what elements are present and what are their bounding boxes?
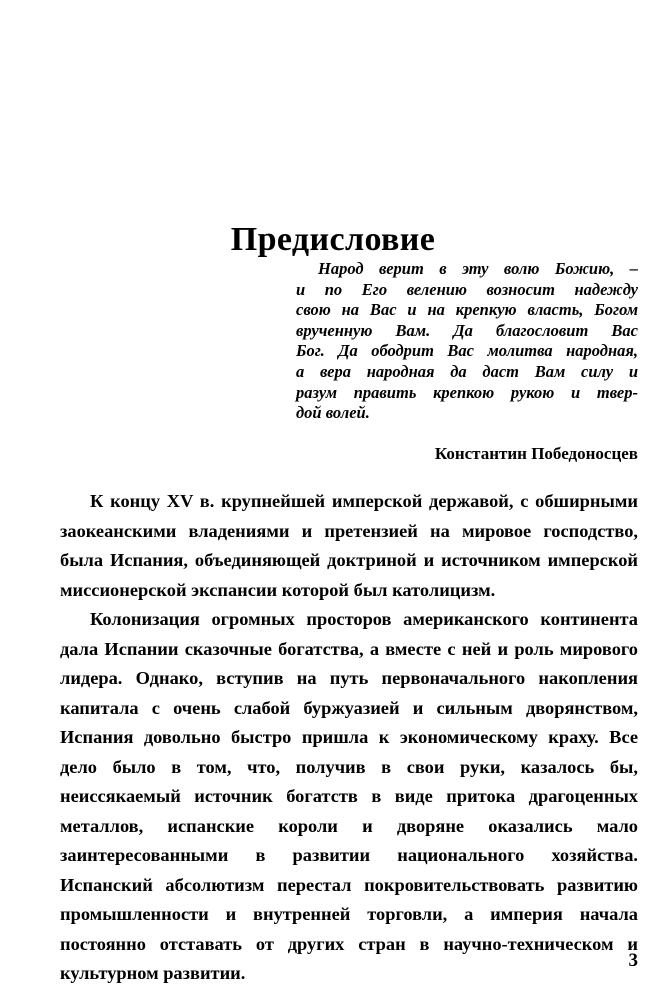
epigraph-line: свою на Вас и на крепкую власть, Богом bbox=[296, 300, 638, 320]
epigraph-line: Народ верит в эту волю Божию, – bbox=[318, 259, 638, 278]
page-number: 3 bbox=[628, 950, 638, 971]
epigraph-line: дой волей. bbox=[296, 403, 370, 423]
epigraph-block bbox=[296, 259, 638, 424]
body-paragraph: Колонизация огромных просторов американского континента дала Испании сказочные богатства, а вместе с ней и роль мирового лидера. Однако, вступив на путь первоначального накопления капитала с очень слабой буржуазией и сильным дворянством, Испания довольно быстро пришла к экономическому краху. Все дело было в том, что, получив в свои руки, казалось бы, неиссякаемый источник богатств в виде притока драгоценных металлов, испанские короли и дворяне оказались мало заинтересованными в развитии национального хозяйства. Испанский абсолютизм перестал покровительствовать развитию промышленности и внутренней торговли, а империя начала постоянно отставать от других стран в научно-техническом и культурном развитии. bbox=[60, 609, 638, 983]
body-paragraph: К концу XV в. крупнейшей имперской державой, с обширными заокеанскими владениями и претензией на мировое господство, была Испания, объединяющей доктриной и источником имперской миссионерской экспансии которой был католицизм. bbox=[60, 491, 638, 600]
body-text-block bbox=[60, 487, 638, 989]
page-title: Предисловие bbox=[230, 220, 436, 258]
epigraph-line: и по Его велению возносит надежду bbox=[296, 279, 638, 299]
epigraph-line: Бог. Да ободрит Вас молитва народная, bbox=[296, 341, 638, 361]
epigraph-line: разум править крепкою рукою и твер- bbox=[296, 382, 638, 402]
epigraph-attribution: Константин Победоносцев bbox=[434, 444, 638, 463]
epigraph-line: а вера народная да даст Вам силу и bbox=[296, 361, 638, 381]
epigraph-line: врученную Вам. Да благословит Вас bbox=[296, 320, 638, 340]
